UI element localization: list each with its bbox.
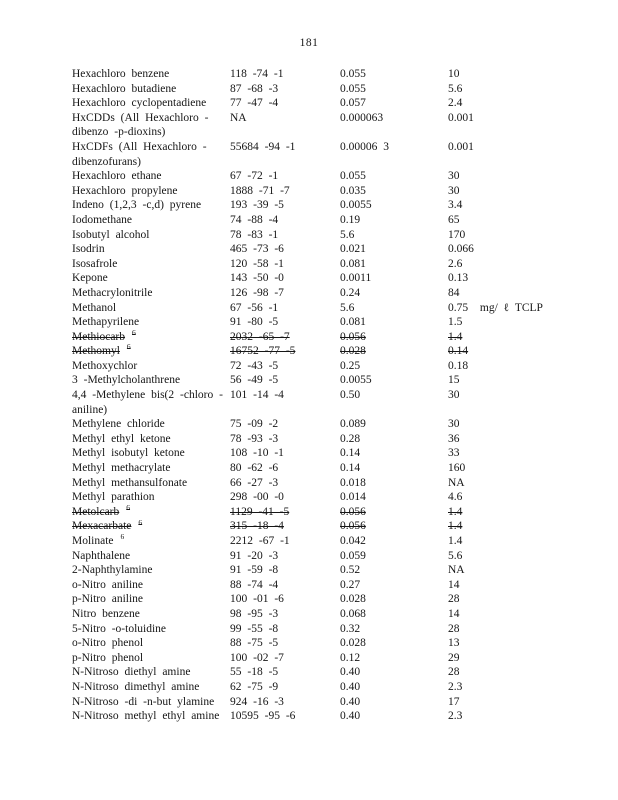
chemical-name [72, 417, 230, 432]
chemical-name-text: N-Nitroso -di -n-but ylamine [72, 695, 215, 708]
page-number: 181 [299, 37, 319, 49]
cas-number: 924 -16 -3 [230, 695, 284, 708]
chemical-name-text: 4,4 -Methylene bis(2 -chloro - [72, 389, 223, 402]
chemical-name [72, 607, 230, 622]
cas-number: 100 -01 -6 [230, 593, 284, 606]
chemical-name-text: N-Nitroso dimethyl amine [72, 680, 200, 693]
cas-number: 1129 -41 -5 [230, 505, 290, 518]
table-row [72, 695, 612, 710]
table-row [72, 228, 612, 243]
regulatory-level-1: 0.000063 [340, 111, 384, 124]
regulatory-level-1: 0.057 [340, 97, 366, 110]
chemical-name-text: HxCDFs (All Hexachloro - [72, 140, 207, 153]
chemical-name-text: Mexacarbate [72, 520, 132, 533]
chemical-name-text: Hexachloro propylene [72, 184, 178, 197]
table-row [72, 680, 612, 695]
chemical-name [72, 592, 230, 607]
footnote-superscript: 6 [138, 517, 143, 527]
cas-number: 78 -93 -3 [230, 432, 279, 445]
regulatory-level-2: 28 [448, 622, 460, 635]
regulatory-level-1: 0.40 [340, 680, 361, 693]
regulatory-level-1: 0.028 [340, 637, 366, 650]
chemical-name-text: Methapyrilene [72, 316, 140, 329]
chemical-name [72, 344, 230, 359]
cas-number: 118 -74 -1 [230, 68, 284, 80]
chemical-name-text: Methyl methacrylate [72, 462, 171, 475]
regulatory-level-1: 0.068 [340, 607, 366, 620]
chemical-name-text: p-Nitro aniline [72, 593, 144, 606]
regulatory-level-2: 30 [448, 418, 460, 431]
chemical-name [72, 198, 230, 213]
cas-number: 465 -73 -6 [230, 243, 284, 256]
cas-number: 99 -55 -8 [230, 622, 279, 635]
regulatory-level-2: 0.066 [448, 243, 474, 256]
chemical-name-text: Nitro benzene [72, 607, 140, 620]
regulatory-level-2: 1.4 [448, 520, 463, 533]
chemical-name-line2: dibenzo -p-dioxins) [72, 126, 166, 139]
regulatory-level-2: 160 [448, 462, 466, 475]
regulatory-level-1: 0.035 [340, 184, 366, 197]
regulatory-level-2: 13 [448, 637, 460, 650]
table-row [72, 301, 612, 316]
chemical-name [72, 184, 230, 199]
regulatory-level-1: 0.00006 3 [340, 140, 389, 153]
constituents-table [72, 67, 612, 724]
chemical-name [72, 301, 230, 316]
footnote-superscript: 6 [126, 342, 131, 352]
chemical-name [72, 695, 230, 710]
chemical-name-text: o-Nitro phenol [72, 637, 144, 650]
chemical-name [72, 665, 230, 680]
table-row [72, 242, 612, 257]
chemical-name [72, 680, 230, 695]
regulatory-level-2: 1.4 [448, 505, 463, 518]
chemical-name [72, 622, 230, 637]
cas-number: 91 -80 -5 [230, 316, 279, 329]
chemical-name-text: HxCDDs (All Hexachloro - [72, 111, 209, 124]
chemical-name-text: Isodrin [72, 243, 105, 256]
cas-number: 120 -58 -1 [230, 257, 284, 270]
table-row [72, 373, 612, 388]
chemical-name-text: Metolcarb [72, 505, 120, 518]
chemical-name-text: Methyl methansulfonate [72, 476, 188, 489]
cas-number: 16752 -77 -5 [230, 345, 296, 358]
chemical-name-text: Iodomethane [72, 213, 133, 226]
cas-number: 55684 -94 -1 [230, 140, 296, 153]
chemical-name [72, 82, 230, 97]
chemical-name [72, 446, 230, 461]
table-row [72, 622, 612, 637]
regulatory-level-2: NA [448, 476, 465, 489]
cas-number: 101 -14 -4 [230, 389, 284, 402]
regulatory-level-2: 3.4 [448, 199, 463, 212]
cas-number: 78 -83 -1 [230, 228, 279, 241]
cas-number: 66 -27 -3 [230, 476, 279, 489]
chemical-name-text: Methiocarb [72, 330, 126, 343]
table-row [72, 432, 612, 447]
chemical-name-text: Kepone [72, 272, 108, 285]
regulatory-level-2: 14 [448, 578, 460, 591]
cas-number: 87 -68 -3 [230, 82, 279, 95]
table-row [72, 140, 612, 169]
chemical-name [72, 476, 230, 491]
table-row [72, 490, 612, 505]
chemical-name-text: Methoxychlor [72, 359, 138, 372]
regulatory-level-1: 0.021 [340, 243, 366, 256]
chemical-name [72, 96, 230, 111]
chemical-name [72, 534, 230, 549]
regulatory-level-1: 0.40 [340, 666, 361, 679]
chemical-name-text: Isosafrole [72, 257, 118, 270]
cas-number: 126 -98 -7 [230, 286, 284, 299]
table-row [72, 417, 612, 432]
table-row [72, 257, 612, 272]
footnote-superscript: 6 [126, 502, 131, 512]
chemical-name-text: Methylene chloride [72, 418, 165, 431]
regulatory-level-2: 4.6 [448, 491, 463, 504]
regulatory-level-2: 14 [448, 607, 460, 620]
regulatory-level-1: 0.059 [340, 549, 366, 562]
regulatory-level-1: 0.056 [340, 505, 366, 518]
regulatory-level-1: 0.50 [340, 389, 361, 402]
footnote-superscript: 6 [120, 532, 125, 542]
table-row [72, 286, 612, 301]
regulatory-level-1: 0.055 [340, 170, 366, 183]
table-row [72, 709, 612, 724]
chemical-name [72, 563, 230, 578]
regulatory-level-1: 5.6 [340, 228, 355, 241]
table-row [72, 476, 612, 491]
chemical-name-text: Hexachloro cyclopentadiene [72, 97, 207, 110]
table-row [72, 549, 612, 564]
table-row [72, 359, 612, 374]
regulatory-level-2: 5.6 [448, 82, 463, 95]
regulatory-level-1: 0.40 [340, 695, 361, 708]
regulatory-level-1: 0.25 [340, 359, 361, 372]
cas-number: 55 -18 -5 [230, 666, 279, 679]
table-row [72, 82, 612, 97]
regulatory-level-2: 29 [448, 651, 460, 664]
regulatory-level-2: 0.13 [448, 272, 469, 285]
table-row [72, 169, 612, 184]
chemical-name [72, 213, 230, 228]
regulatory-level-1: 0.52 [340, 564, 361, 577]
chemical-name [72, 315, 230, 330]
chemical-name-text: Hexachloro butadiene [72, 82, 177, 95]
regulatory-level-1: 0.24 [340, 286, 361, 299]
chemical-name-text: Isobutyl alcohol [72, 228, 150, 241]
regulatory-level-1: 0.056 [340, 330, 366, 343]
regulatory-level-1: 0.28 [340, 432, 361, 445]
chemical-name [72, 67, 230, 82]
regulatory-level-1: 0.0055 [340, 199, 372, 212]
regulatory-level-1: 0.14 [340, 462, 361, 475]
chemical-name [72, 359, 230, 374]
regulatory-level-1: 0.0011 [340, 272, 372, 285]
regulatory-level-2: 84 [448, 286, 460, 299]
cas-number: 91 -59 -8 [230, 564, 279, 577]
table-row [72, 315, 612, 330]
regulatory-level-2: 5.6 [448, 549, 463, 562]
regulatory-level-1: 0.028 [340, 345, 366, 358]
table-row [72, 636, 612, 651]
table-row [72, 563, 612, 578]
chemical-name-text: N-Nitroso diethyl amine [72, 666, 191, 679]
cas-number: 98 -95 -3 [230, 607, 279, 620]
chemical-name-text: Naphthalene [72, 549, 131, 562]
regulatory-level-2: 2.4 [448, 97, 463, 110]
regulatory-level-2: 1.4 [448, 535, 463, 547]
chemical-name-text: Indeno (1,2,3 -c,d) pyrene [72, 199, 202, 212]
regulatory-level-1: 0.0055 [340, 374, 372, 387]
cas-number: 100 -02 -7 [230, 651, 284, 664]
cas-number: 80 -62 -6 [230, 462, 279, 475]
cas-number: 108 -10 -1 [230, 447, 284, 460]
table-row [72, 519, 612, 534]
regulatory-level-2: 17 [448, 695, 460, 708]
table-row [72, 607, 612, 622]
chemical-name [72, 502, 230, 520]
regulatory-level-2: 2.3 [448, 680, 463, 693]
chemical-name-text: o-Nitro aniline [72, 578, 144, 591]
chemical-name-text: N-Nitroso methyl ethyl amine [72, 710, 220, 723]
table-row [72, 184, 612, 199]
chemical-name [72, 373, 230, 388]
cas-number: 67 -72 -1 [230, 170, 279, 183]
chemical-name-text: Hexachloro benzene [72, 68, 170, 80]
chemical-name [72, 636, 230, 651]
cas-number: 56 -49 -5 [230, 374, 279, 387]
cas-number: NA [230, 111, 247, 124]
chemical-name [72, 242, 230, 257]
regulatory-level-1: 0.27 [340, 578, 361, 591]
table-row [72, 111, 612, 140]
table-row [72, 534, 612, 549]
table-row [72, 198, 612, 213]
cas-number: 88 -75 -5 [230, 637, 279, 650]
regulatory-level-2: 30 [448, 170, 460, 183]
table-row [72, 578, 612, 593]
cas-number: 74 -88 -4 [230, 213, 279, 226]
table-row [72, 213, 612, 228]
regulatory-level-1: 0.042 [340, 535, 366, 547]
table-row [72, 96, 612, 111]
table-row [72, 446, 612, 461]
chemical-name-text: 2-Naphthylamine [72, 564, 153, 577]
cas-number: 193 -39 -5 [230, 199, 284, 212]
cas-number: 67 -56 -1 [230, 301, 279, 314]
regulatory-level-1: 0.028 [340, 593, 366, 606]
chemical-name-line2: dibenzofurans) [72, 155, 141, 168]
cas-number: 72 -43 -5 [230, 359, 279, 372]
chemical-name-text: Methyl ethyl ketone [72, 432, 171, 445]
chemical-name-text: Methanol [72, 301, 117, 314]
chemical-name [72, 286, 230, 301]
regulatory-level-1: 0.056 [340, 520, 366, 533]
chemical-name [72, 709, 230, 724]
table-row [72, 665, 612, 680]
regulatory-level-2: 2.3 [448, 710, 463, 723]
chemical-name [72, 271, 230, 286]
regulatory-level-2: 30 [448, 389, 460, 402]
chemical-name [72, 169, 230, 184]
chemical-name-text: Methomyl [72, 345, 120, 358]
regulatory-level-1: 0.14 [340, 447, 361, 460]
table-row [72, 271, 612, 286]
table-row [72, 388, 612, 417]
chemical-name [72, 549, 230, 564]
regulatory-level-1: 0.055 [340, 68, 366, 80]
footnote-superscript: 6 [132, 327, 136, 337]
chemical-name [72, 228, 230, 243]
cas-number: 2212 -67 -1 [230, 535, 290, 547]
regulatory-level-2: 28 [448, 593, 460, 606]
regulatory-level-2: 0.001 [448, 140, 474, 153]
table-row [72, 461, 612, 476]
chemical-name [72, 388, 230, 417]
regulatory-level-1: 0.014 [340, 491, 366, 504]
regulatory-level-2: 33 [448, 447, 460, 460]
regulatory-level-1: 0.32 [340, 622, 361, 635]
cas-number: 1888 -71 -7 [230, 184, 290, 197]
chemical-name-text: Molinate [72, 535, 114, 547]
regulatory-level-2: 0.14 [448, 345, 469, 358]
regulatory-level-2: 0.75 mg/ ℓ TCLP [448, 301, 543, 314]
table-row [72, 651, 612, 666]
cas-number: 10595 -95 -6 [230, 710, 296, 723]
cas-number: 91 -20 -3 [230, 549, 279, 562]
regulatory-level-2: 10 [448, 68, 460, 80]
regulatory-level-2: 65 [448, 213, 460, 226]
cas-number: 315 -18 -4 [230, 520, 284, 533]
table-row [72, 592, 612, 607]
regulatory-level-1: 5.6 [340, 301, 355, 314]
chemical-name-line2: aniline) [72, 403, 108, 416]
chemical-name [72, 651, 230, 666]
chemical-name-text: Methyl parathion [72, 491, 155, 504]
regulatory-level-2: NA [448, 564, 465, 577]
regulatory-level-1: 0.19 [340, 213, 361, 226]
chemical-name-text: 3 -Methylcholanthrene [72, 374, 181, 387]
table-row [72, 67, 612, 82]
chemical-name [72, 327, 230, 345]
chemical-name [72, 432, 230, 447]
regulatory-level-2: 1.4 [448, 330, 463, 343]
regulatory-level-2: 28 [448, 666, 460, 679]
regulatory-level-2: 1.5 [448, 316, 463, 329]
regulatory-level-2: 30 [448, 184, 460, 197]
regulatory-level-1: 0.12 [340, 651, 361, 664]
cas-number: 88 -74 -4 [230, 578, 279, 591]
chemical-name [72, 140, 230, 169]
cas-number: 2032 -65 -7 [230, 330, 290, 343]
regulatory-level-2: 15 [448, 374, 460, 387]
chemical-name [72, 490, 230, 505]
chemical-name-text: p-Nitro phenol [72, 651, 144, 664]
chemical-name-text: Hexachloro ethane [72, 170, 162, 183]
regulatory-level-1: 0.018 [340, 476, 366, 489]
chemical-name [72, 519, 230, 534]
cas-number: 62 -75 -9 [230, 680, 279, 693]
chemical-name [72, 257, 230, 272]
regulatory-level-2: 2.6 [448, 257, 463, 270]
chemical-name-text: Methyl isobutyl ketone [72, 447, 185, 460]
regulatory-level-1: 0.089 [340, 418, 366, 431]
regulatory-level-1: 0.081 [340, 316, 366, 329]
chemical-name [72, 111, 230, 140]
chemical-name [72, 578, 230, 593]
cas-number: 298 -00 -0 [230, 491, 284, 504]
table-row [72, 344, 612, 359]
regulatory-level-2: 0.001 [448, 111, 474, 124]
regulatory-level-1: 0.055 [340, 82, 366, 95]
chemical-name-text: Methacrylonitrile [72, 286, 153, 299]
cas-number: 77 -47 -4 [230, 97, 279, 110]
cas-number: 75 -09 -2 [230, 418, 279, 431]
table-row [72, 502, 612, 520]
regulatory-level-2: 170 [448, 228, 466, 241]
regulatory-level-1: 0.40 [340, 710, 361, 723]
regulatory-level-2: 36 [448, 432, 460, 445]
chemical-name-text: 5-Nitro -o-toluidine [72, 622, 167, 635]
table-row [72, 327, 612, 345]
cas-number: 143 -50 -0 [230, 272, 284, 285]
regulatory-level-2: 0.18 [448, 359, 469, 372]
regulatory-level-1: 0.081 [340, 257, 366, 270]
chemical-name [72, 461, 230, 476]
